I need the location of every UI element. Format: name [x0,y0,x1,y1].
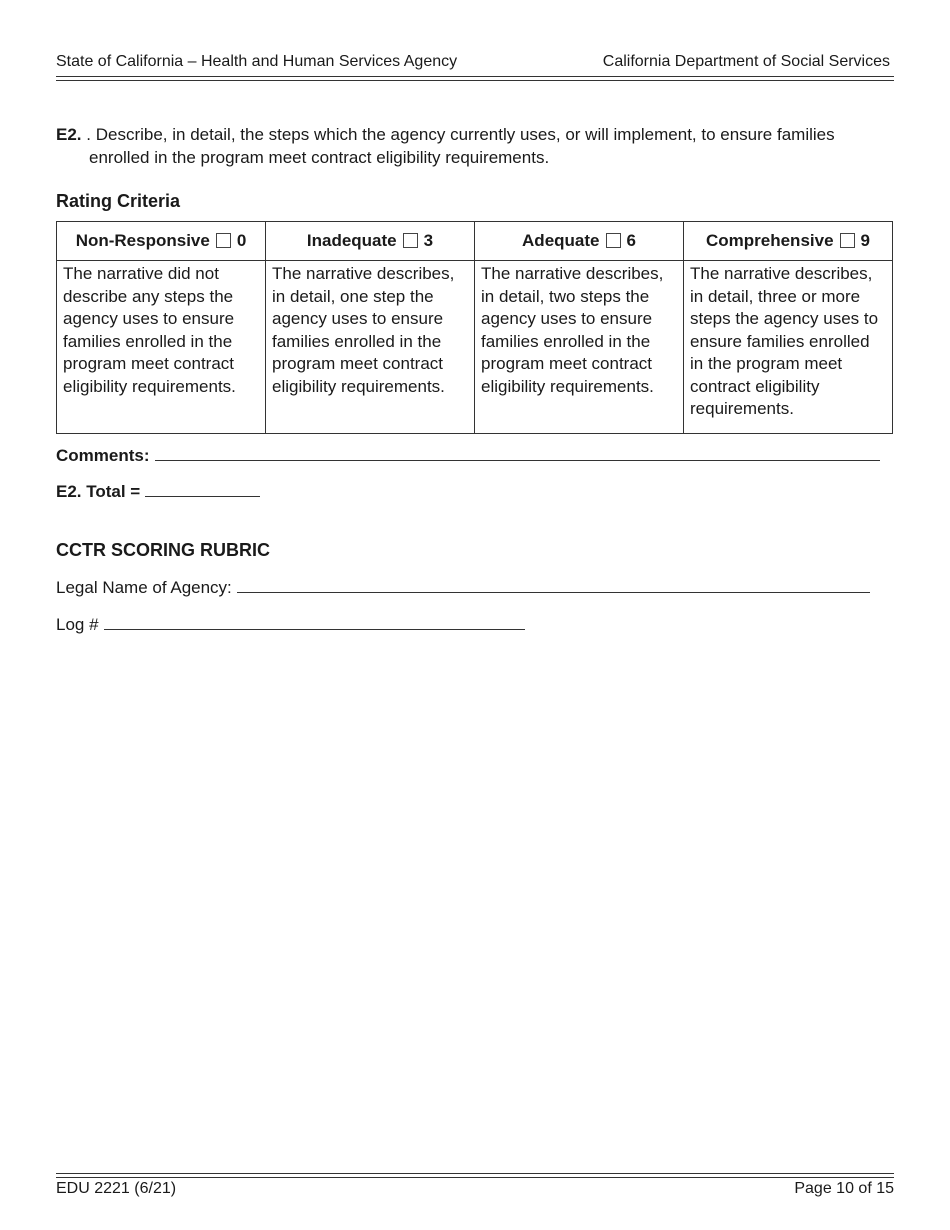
comments-label: Comments: [56,446,150,465]
rating-score: 6 [626,231,636,250]
rating-label: Adequate [522,231,600,250]
rating-criteria-heading: Rating Criteria [56,191,181,211]
agency-name-label: Legal Name of Agency: [56,578,232,597]
log-number-input-line[interactable] [104,613,525,630]
inadequate-description: The narrative describes, in detail, one step the agency uses to ensure families enrolled in the program meet contract eligibility requirements. [266,261,475,434]
agency-name-field [56,576,870,599]
inadequate-checkbox[interactable] [403,233,418,248]
non-responsive-checkbox[interactable] [216,233,231,248]
form-id: EDU 2221 (6/21) [56,1180,177,1197]
total-input-line[interactable] [145,480,260,497]
page-footer [56,1179,894,1199]
rating-option-adequate [475,222,684,261]
comments-input-line[interactable] [155,444,880,461]
page-number: Page 10 of 15 [794,1180,894,1197]
comments-field [56,444,880,467]
log-number-field [56,613,525,636]
rating-score: 3 [423,231,434,250]
question-e2 [56,123,889,169]
rating-option-inadequate [266,222,475,261]
rating-score: 0 [236,231,247,250]
log-number-label: Log # [56,615,99,634]
question-text: . Describe, in detail, the steps which the agency currently uses, or will implement, to ensure families enrolled in the program meet contract eligibility requirements. [86,125,835,167]
rating-score: 9 [860,231,870,250]
rating-criteria-table [56,221,893,434]
adequate-checkbox[interactable] [606,233,621,248]
page-header [56,52,890,72]
header-department: California Department of Social Services [602,53,890,70]
non-responsive-description: The narrative did not describe any steps the agency uses to ensure families enrolled in the program meet contract eligibility requirements. [57,261,266,434]
rating-label: Inadequate [306,231,397,250]
rating-option-non-responsive [57,222,266,261]
total-field [56,480,260,503]
rating-description-row [57,261,893,434]
rating-label: Non-Responsive [75,231,210,250]
comprehensive-checkbox[interactable] [840,233,855,248]
agency-name-input-line[interactable] [237,576,870,593]
header-agency: State of California – Health and Human Services Agency [56,53,458,70]
scoring-rubric-heading: CCTR SCORING RUBRIC [56,540,270,560]
rating-label: Comprehensive [705,231,834,250]
header-divider [56,76,894,81]
total-label: E2. Total = [56,482,141,501]
question-number: E2. [56,125,82,144]
adequate-description: The narrative describes, in detail, two steps the agency uses to ensure families enrolled in the program meet contract eligibility requirements. [475,261,684,434]
rating-option-comprehensive [684,222,893,261]
rating-header-row [57,222,893,261]
footer-divider [56,1173,894,1178]
comprehensive-description: The narrative describes, in detail, three or more steps the agency uses to ensure families enrolled in the program meet contract eligibility requirements. [684,261,893,434]
